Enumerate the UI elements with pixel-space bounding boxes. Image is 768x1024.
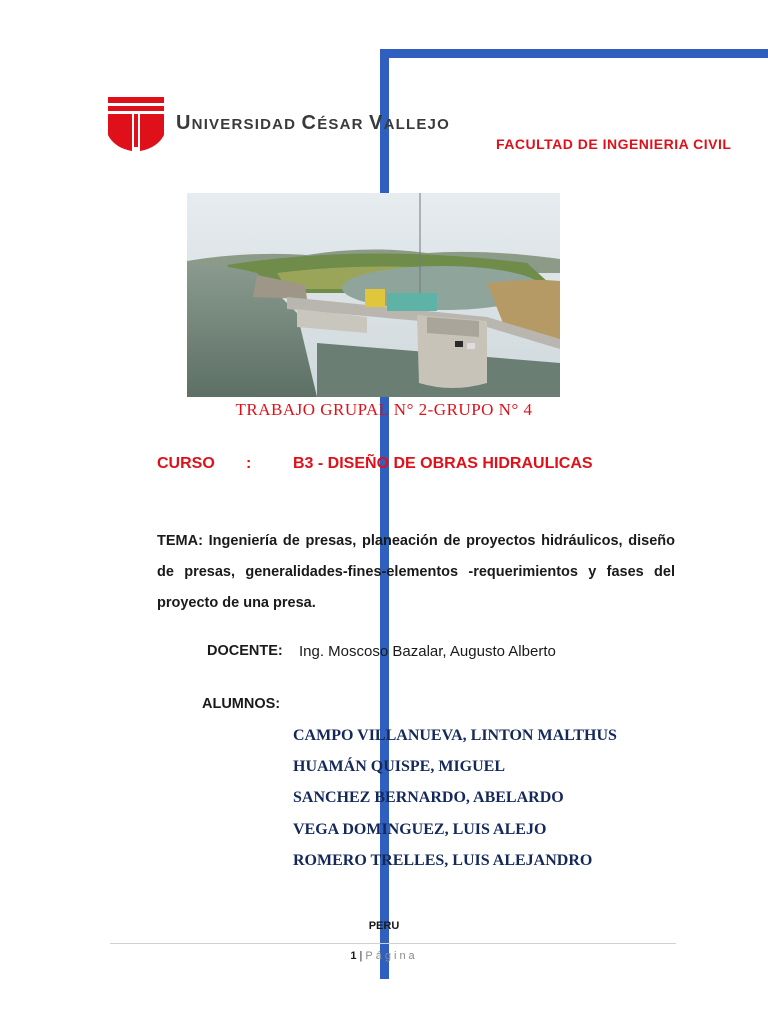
student-item: ROMERO TRELLES, LUIS ALEJANDRO (293, 851, 593, 869)
dam-photo (187, 193, 560, 397)
teacher-label: DOCENTE: (207, 643, 283, 659)
place-name: PERU (368, 920, 400, 932)
footer-divider (110, 943, 676, 944)
student-item: CAMPO VILLANUEVA, LINTON MALTHUS (293, 727, 617, 744)
teacher-name: Ing. Moscoso Bazalar, Augusto Alberto (299, 643, 556, 660)
topic-paragraph (157, 526, 675, 619)
work-title: TRABAJO GRUPAL N° 2-GRUPO N° 4 (235, 400, 533, 419)
faculty-name: FACULTAD DE INGENIERIA CIVIL (496, 136, 732, 152)
university-name: UNIVERSIDAD CÉSAR VALLEJO (176, 112, 450, 134)
course-colon: : (246, 455, 252, 472)
course-label: CURSO (157, 455, 215, 472)
students-label: ALUMNOS: (202, 696, 281, 712)
student-item: HUAMÁN QUISPE, MIGUEL (293, 758, 506, 776)
page-number: 1 (350, 950, 357, 962)
page-word: Página (365, 950, 418, 962)
frame-top-line (380, 49, 768, 58)
university-logo-icon (108, 97, 164, 151)
students-list (293, 726, 617, 882)
student-item: SANCHEZ BERNARDO, ABELARDO (293, 789, 564, 807)
footer-separator: | (356, 950, 366, 962)
page-footer (0, 950, 768, 962)
topic-label: TEMA: (157, 533, 203, 549)
course-value: B3 - DISEÑO DE OBRAS HIDRAULICAS (293, 455, 593, 472)
topic-text: Ingeniería de presas, planeación de proyectos hidráulicos, diseño de presas, generalidades-fines-elementos -requerimientos y fases del proyecto de una presa. (157, 533, 675, 611)
student-item: VEGA DOMINGUEZ, LUIS ALEJO (293, 820, 547, 838)
